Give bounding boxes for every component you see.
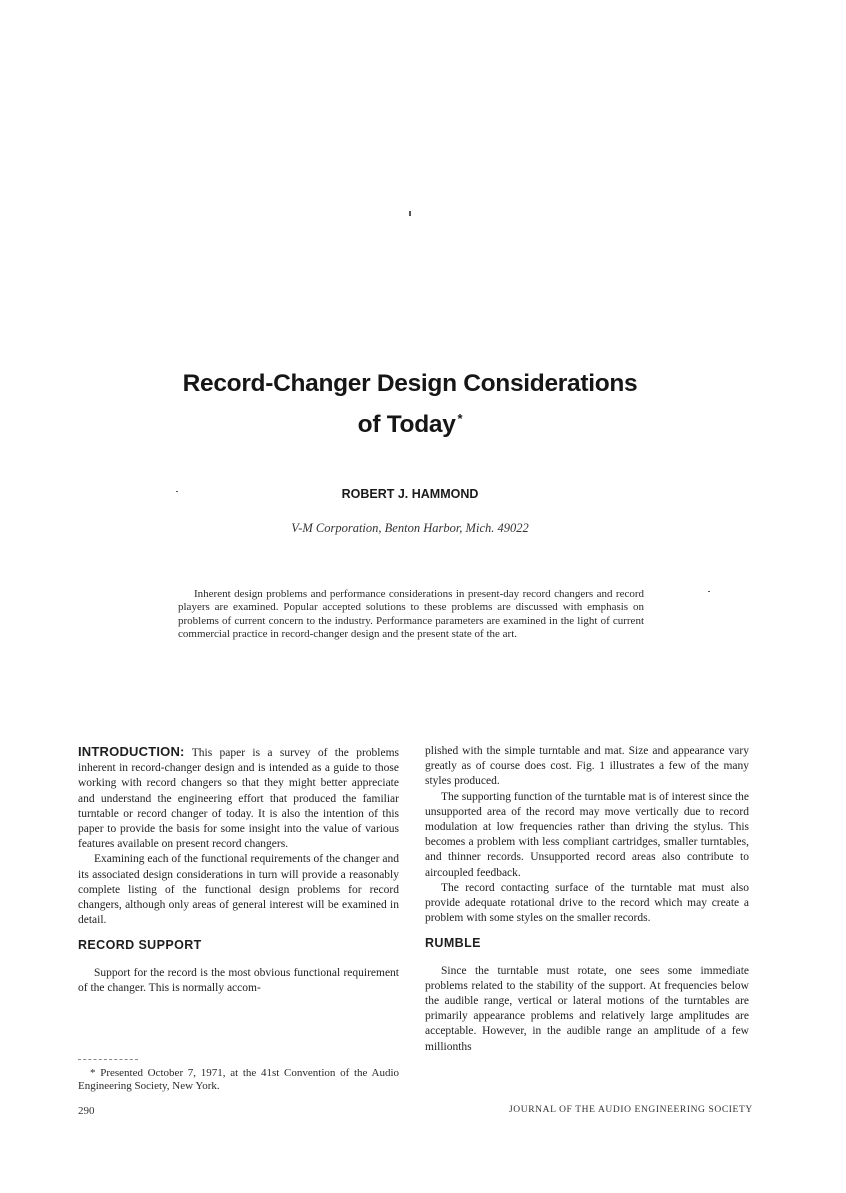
rumble-paragraph: Since the turntable must rotate, one sees some immediate problems related to the stability of the support. At frequencies below the audible range, vertical or lateral motions of the turntables are primarily appearance problems and relatively large amplitudes are acceptable. However, in the audible range an amplitude of a few millionths [425, 964, 749, 1053]
title-line-2 [100, 401, 720, 442]
turntable-mat-paragraph-1: The supporting function of the turntable mat is of interest since the unsupported area of the record may move vertically due to record modulation at low frequencies rather than driving the stylus. This becomes a problem with less compliant cartridges, smaller turntables, and thinner records. Unsupported record areas also contribute to aircoupled feedback. [425, 790, 749, 879]
intro-paragraph-1 [78, 744, 399, 852]
footnote-rule [78, 1059, 138, 1060]
intro-heading: INTRODUCTION: [78, 744, 185, 759]
journal-running-footer: JOURNAL OF THE AUDIO ENGINEERING SOCIETY [509, 1105, 753, 1115]
section-heading-record-support: RECORD SUPPORT [78, 938, 202, 953]
record-support-paragraph: Support for the record is the most obvious functional requirement of the changer. This is normally accom- [78, 966, 399, 994]
scan-speck [708, 591, 710, 592]
abstract [178, 588, 644, 642]
page-number: 290 [78, 1105, 95, 1117]
right-column [425, 744, 749, 1055]
turntable-mat-paragraph-2: The record contacting surface of the turntable mat must also provide adequate rotational drive to the record which may create a problem with some styles on the smaller records. [425, 881, 749, 925]
author-affiliation: V-M Corporation, Benton Harbor, Mich. 49022 [291, 521, 529, 535]
intro-paragraph-2: Examining each of the functional requirements of the changer and its associated design considerations in turn will provide a reasonably complete listing of the functional design problems for record changers, although only areas of general interest will be examined in detail. [78, 853, 399, 927]
paper-title [100, 366, 720, 442]
footnote [78, 1067, 399, 1094]
record-support-continued: plished with the simple turntable and mat. Size and appearance vary greatly as of course does cost. Fig. 1 illustrates a few of the many styles produced. [425, 745, 749, 788]
footnote-text: * Presented October 7, 1971, at the 41st Convention of the Audio Engineering Society, New York. [78, 1067, 399, 1093]
intro-text-1: This paper is a survey of the problems inherent in record-changer design and is intended as a guide to those working with record changers so that they might better appreciate and understand the engineering effort that produced the familiar turntable or record changer of today. It is also the intention of this paper to provide the basis for some insight into the value of various features available on present record changers. [78, 747, 399, 851]
title-line-1: Record-Changer Design Considerations [182, 370, 638, 397]
title-footnote-mark: * [457, 411, 463, 426]
abstract-text: Inherent design problems and performance considerations in present-day record changers and record players are examined. Popular accepted solutions to these problems are discussed with emphasis on problems of current concern to the industry. Performance parameters are examined in the light of current commercial practice in record-changer design and the present state of the art. [178, 588, 644, 641]
scan-speck [409, 211, 411, 216]
section-heading-rumble: RUMBLE [425, 936, 481, 951]
title-line-2-text: of Today [357, 411, 456, 439]
left-column [78, 744, 399, 996]
author-name: ROBERT J. HAMMOND [341, 487, 479, 501]
